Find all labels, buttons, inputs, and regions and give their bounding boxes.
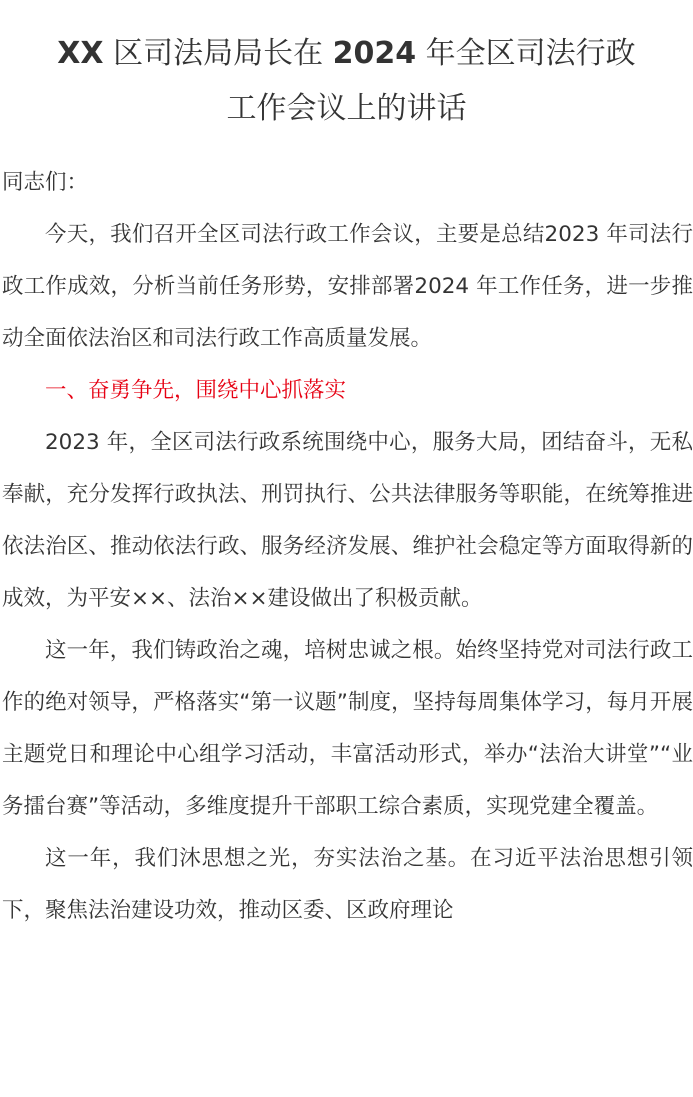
section1-paragraph-2: 这一年，我们铸政治之魂，培树忠诚之根。始终坚持党对司法行政工作的绝对领导，严格落实“第一议题”制度，坚持每周集体学习，每月开展主题党日和理论中心组学习活动，丰富活动形式，举办“法治大讲堂”“业务擂台赛”等活动，多维度提升干部职工综合素质，实现党建全覆盖。 (2, 638, 693, 819)
title-part-2: 年全区司法行政 (416, 36, 636, 71)
title-part-1: 区司法局局长在 (103, 36, 333, 71)
title-line-2: 工作会议上的讲话 (226, 91, 467, 126)
document-title (0, 26, 693, 136)
document-body (2, 157, 693, 937)
title-line-1 (0, 26, 693, 81)
title-prefix: XX (57, 36, 104, 71)
section-heading-1: 一、奋勇争先，围绕中心抓落实 (45, 378, 347, 403)
section1-paragraph-1: 2023 年，全区司法行政系统围绕中心，服务大局，团结奋斗，无私奉献，充分发挥行政执法、刑罚执行、公共法律服务等职能，在统筹推进依法治区、推动依法行政、服务经济发展、维护社会稳定等方面取得新的成效，为平安××、法治××建设做出了积极贡献。 (2, 430, 693, 611)
title-year: 2024 (332, 36, 417, 71)
salutation: 同志们： (2, 170, 89, 195)
section1-paragraph-3: 这一年，我们沐思想之光，夯实法治之基。在习近平法治思想引领下，聚焦法治建设功效，推动区委、区政府理论 (2, 846, 693, 923)
intro-paragraph: 今天，我们召开全区司法行政工作会议，主要是总结2023 年司法行政工作成效，分析当前任务形势，安排部署2024 年工作任务，进一步推动全面依法治区和司法行政工作高质量发展。 (2, 222, 693, 351)
